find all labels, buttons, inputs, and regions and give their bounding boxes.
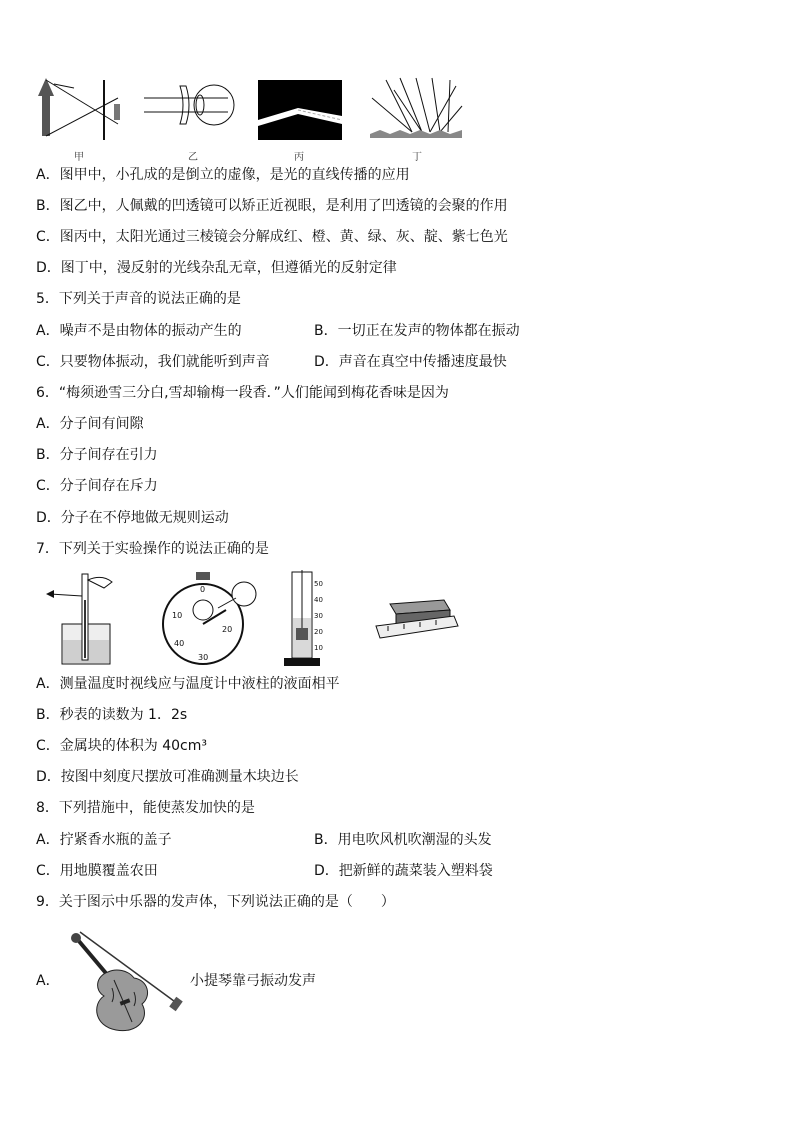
q6-option-b: B．分子间存在引力 bbox=[36, 447, 158, 463]
cylinder-mark-30: 30 bbox=[314, 612, 323, 620]
q8-option-b: B．用电吹风机吹潮湿的头发 bbox=[314, 832, 492, 848]
q4-option-c: C．图丙中，太阳光通过三棱镜会分解成红、橙、黄、绿、灰、靛、紫七色光 bbox=[36, 229, 508, 245]
q9-stem: 9．关于图示中乐器的发声体，下列说法正确的是（ ） bbox=[36, 894, 395, 910]
figure-graduated-cylinder bbox=[280, 568, 330, 668]
q5-option-b: B．一切正在发声的物体都在振动 bbox=[314, 323, 520, 339]
q9-option-a-label: A． bbox=[36, 973, 60, 989]
cylinder-mark-40: 40 bbox=[314, 596, 323, 604]
figure-diffuse-reflection bbox=[366, 76, 466, 142]
q8-option-a: A．拧紧香水瓶的盖子 bbox=[36, 832, 172, 848]
figure-stopwatch bbox=[160, 570, 260, 666]
cylinder-mark-20: 20 bbox=[314, 628, 323, 636]
q4-option-b: B．图乙中，人佩戴的凹透镜可以矫正近视眼，是利用了凹透镜的会聚的作用 bbox=[36, 198, 508, 214]
caption-jia: 甲 bbox=[74, 152, 84, 163]
figure-pinhole bbox=[34, 74, 124, 146]
q6-option-a: A．分子间有间隙 bbox=[36, 416, 144, 432]
q7-option-b: B．秒表的读数为 1．2s bbox=[36, 707, 188, 723]
figure-prism bbox=[258, 80, 342, 140]
cylinder-mark-10: 10 bbox=[314, 644, 323, 652]
caption-yi: 乙 bbox=[188, 152, 198, 163]
stopwatch-mark-10: 10 bbox=[172, 611, 183, 620]
q5-option-a: A．噪声不是由物体的振动产生的 bbox=[36, 323, 242, 339]
q6-option-d: D．分子在不停地做无规则运动 bbox=[36, 510, 229, 526]
q7-stem: 7．下列关于实验操作的说法正确的是 bbox=[36, 541, 269, 557]
q7-option-a: A．测量温度时视线应与温度计中液柱的液面相平 bbox=[36, 676, 340, 692]
stopwatch-mark-0: 0 bbox=[200, 585, 206, 594]
q7-option-d: D．按图中刻度尺摆放可准确测量木块边长 bbox=[36, 769, 299, 785]
stopwatch-mark-40: 40 bbox=[174, 639, 185, 648]
q9-option-a-text: 小提琴靠弓振动发声 bbox=[190, 973, 316, 989]
cylinder-mark-50: 50 bbox=[314, 580, 323, 588]
q8-stem: 8．下列措施中，能使蒸发加快的是 bbox=[36, 800, 255, 816]
q5-option-c: C．只要物体振动，我们就能听到声音 bbox=[36, 354, 270, 370]
q4-option-a: A．图甲中，小孔成的是倒立的虚像，是光的直线传播的应用 bbox=[36, 167, 410, 183]
q4-option-d: D．图丁中，漫反射的光线杂乱无章，但遵循光的反射定律 bbox=[36, 260, 397, 276]
q5-stem: 5．下列关于声音的说法正确的是 bbox=[36, 291, 241, 307]
stopwatch-mark-30: 30 bbox=[198, 653, 209, 662]
q6-stem: 6．“梅须逊雪三分白,雪却输梅一段香．”人们能闻到梅花香味是因为 bbox=[36, 385, 449, 401]
q8-option-d: D．把新鲜的蔬菜装入塑料袋 bbox=[314, 863, 493, 879]
stopwatch-mark-20: 20 bbox=[222, 625, 233, 634]
figure-ruler-block bbox=[374, 596, 460, 642]
q7-option-c: C．金属块的体积为 40cm³ bbox=[36, 738, 207, 754]
caption-ding: 丁 bbox=[412, 152, 422, 163]
q6-option-c: C．分子间存在斥力 bbox=[36, 478, 158, 494]
figure-thermometer bbox=[46, 570, 136, 666]
q8-option-c: C．用地膜覆盖农田 bbox=[36, 863, 158, 879]
figure-eye-lens bbox=[140, 80, 240, 130]
caption-bing: 丙 bbox=[294, 152, 304, 163]
q5-option-d: D．声音在真空中传播速度最快 bbox=[314, 354, 507, 370]
figure-violin bbox=[62, 930, 186, 1034]
